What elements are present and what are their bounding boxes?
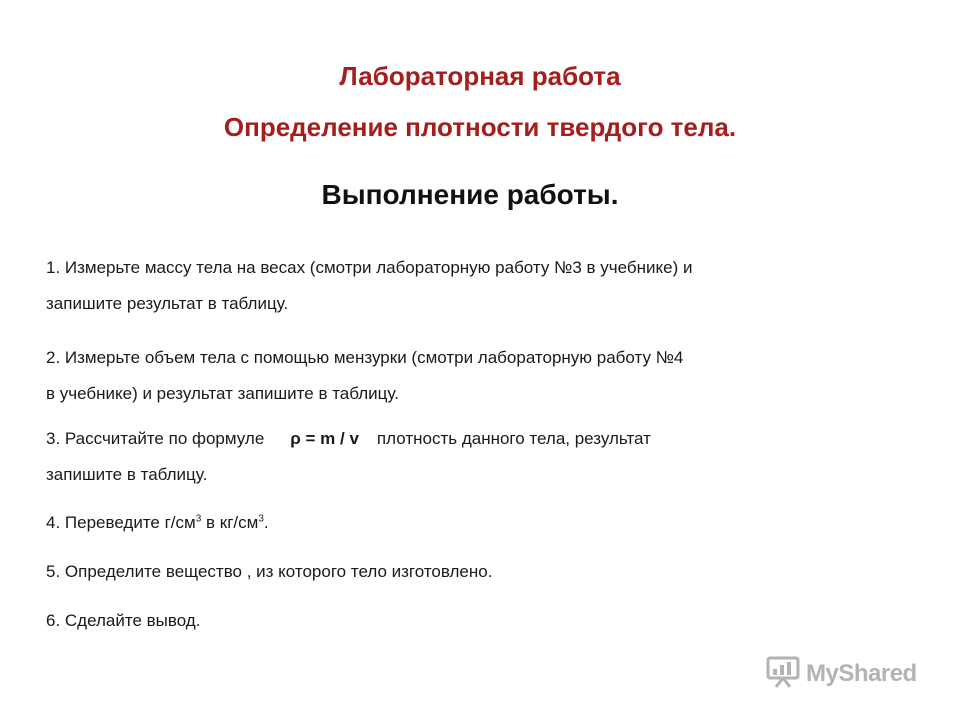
step-2-line-2: в учебнике) и результат запишите в таблицу. — [46, 384, 399, 403]
step-4-text-a: 4. Переведите г/см — [46, 513, 196, 532]
step-4-text-c: . — [263, 513, 269, 532]
step-2-line-1: 2. Измерьте объем тела с помощью мензурки (смотри лабораторную работу №4 — [46, 348, 684, 367]
step-3-prefix: 3. Рассчитайте по формуле — [46, 429, 265, 448]
section-heading: Выполнение работы. — [321, 179, 619, 210]
presentation-board-icon — [766, 656, 800, 693]
step-1-line-1: 1. Измерьте массу тела на весах (смотри лабораторную работу №3 в учебнике) и — [46, 258, 693, 277]
step-4-sup-2: 3 — [258, 513, 264, 525]
watermark-text: MyShared — [806, 660, 917, 687]
density-formula: ρ = m / v — [290, 429, 359, 448]
step-3 — [46, 421, 916, 493]
step-4 — [46, 505, 916, 541]
step-4-sup-1: 3 — [195, 513, 202, 525]
step-1 — [46, 250, 916, 322]
step-1-line-2: запишите результат в таблицу. — [46, 294, 289, 313]
step-6: 6. Сделайте вывод. — [46, 611, 201, 630]
step-5: 5. Определите вещество , из которого тело изготовлено. — [46, 562, 493, 581]
step-3-line-2: запишите в таблицу. — [46, 465, 208, 484]
watermark — [766, 656, 917, 692]
slide-title: Лабораторная работа — [339, 61, 621, 91]
step-3-line-1 — [46, 421, 916, 457]
step-4-text-b: в кг/см — [201, 513, 259, 532]
step-3-suffix: плотность данного тела, результат — [376, 429, 651, 448]
step-2 — [46, 340, 916, 412]
slide-subtitle: Определение плотности твердого тела. — [223, 112, 737, 142]
